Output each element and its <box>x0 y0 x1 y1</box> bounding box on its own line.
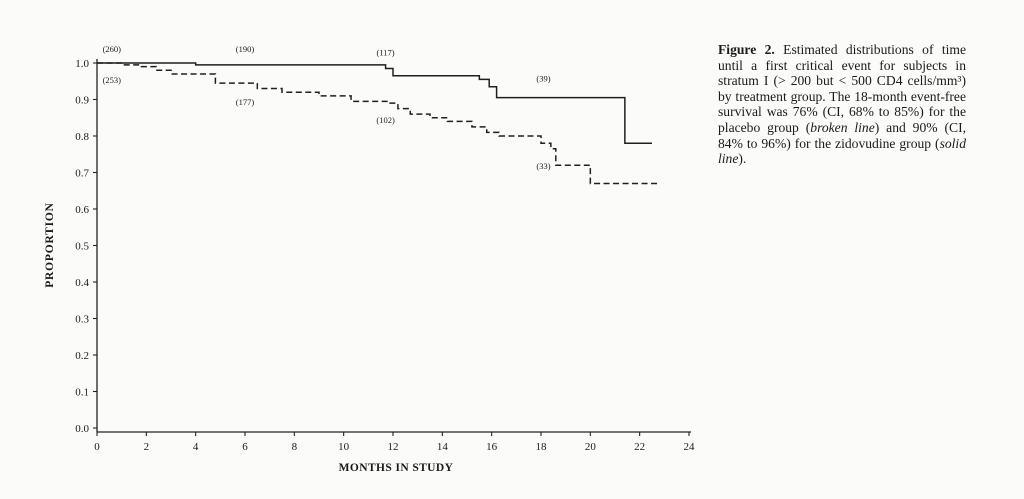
figure-caption <box>718 42 966 167</box>
caption-text-2: ) and 90% (CI, 84% to 96%) for the zidovudine group ( <box>718 119 966 151</box>
at-risk-label: (33) <box>536 160 551 171</box>
y-tick-label: 0.1 <box>75 386 89 399</box>
x-tick-label: 6 <box>242 441 248 453</box>
at-risk-label: (102) <box>376 115 395 126</box>
y-tick-label: 0.9 <box>75 94 89 107</box>
y-tick-label: 0.0 <box>75 423 89 435</box>
at-risk-label: (190) <box>235 44 255 55</box>
y-tick-label: 0.6 <box>75 204 89 216</box>
x-tick-label: 0 <box>94 441 100 453</box>
x-tick-label: 14 <box>436 441 448 453</box>
x-tick-label: 20 <box>584 441 596 453</box>
x-tick-label: 22 <box>634 441 646 453</box>
at-risk-label: (39) <box>536 73 551 84</box>
caption-italic-2: solid line <box>718 135 966 167</box>
zidovudine-series-line <box>97 63 652 143</box>
y-tick-label: 0.5 <box>75 240 89 253</box>
x-tick-label: 16 <box>486 441 498 453</box>
figure-label: Figure 2. <box>718 42 775 57</box>
at-risk-label: (117) <box>376 47 395 58</box>
x-tick-label: 10 <box>338 441 350 453</box>
x-tick-label: 8 <box>291 441 298 453</box>
caption-text-1: Estimated distributions of time until a first critical event for subjects in stratum I (> 200 but < 500 CD4 cells/mm³) by treatment group. The 18-month event-free survival was 76% (CI, 68% to 85%) for the placebo group ( <box>718 42 966 135</box>
x-tick-label: 2 <box>143 441 150 453</box>
x-tick-label: 4 <box>192 441 199 453</box>
y-tick-label: 0.8 <box>75 131 89 143</box>
y-tick-label: 0.3 <box>75 313 89 326</box>
y-axis-label: PROPORTION <box>44 202 56 288</box>
x-tick-label: 18 <box>535 441 547 453</box>
x-axis-label: MONTHS IN STUDY <box>338 462 454 474</box>
y-tick-label: 0.7 <box>75 167 89 180</box>
at-risk-label: (253) <box>102 75 122 86</box>
caption-text-3: ). <box>738 151 747 167</box>
at-risk-label: (260) <box>102 44 122 55</box>
y-tick-label: 0.2 <box>75 350 89 362</box>
y-tick-label: 0.4 <box>75 277 89 289</box>
x-tick-label: 24 <box>683 441 695 453</box>
caption-italic-1: broken line <box>810 119 875 135</box>
at-risk-label: (177) <box>235 96 255 107</box>
x-tick-label: 12 <box>387 441 399 453</box>
y-tick-label: 1.0 <box>75 58 89 70</box>
